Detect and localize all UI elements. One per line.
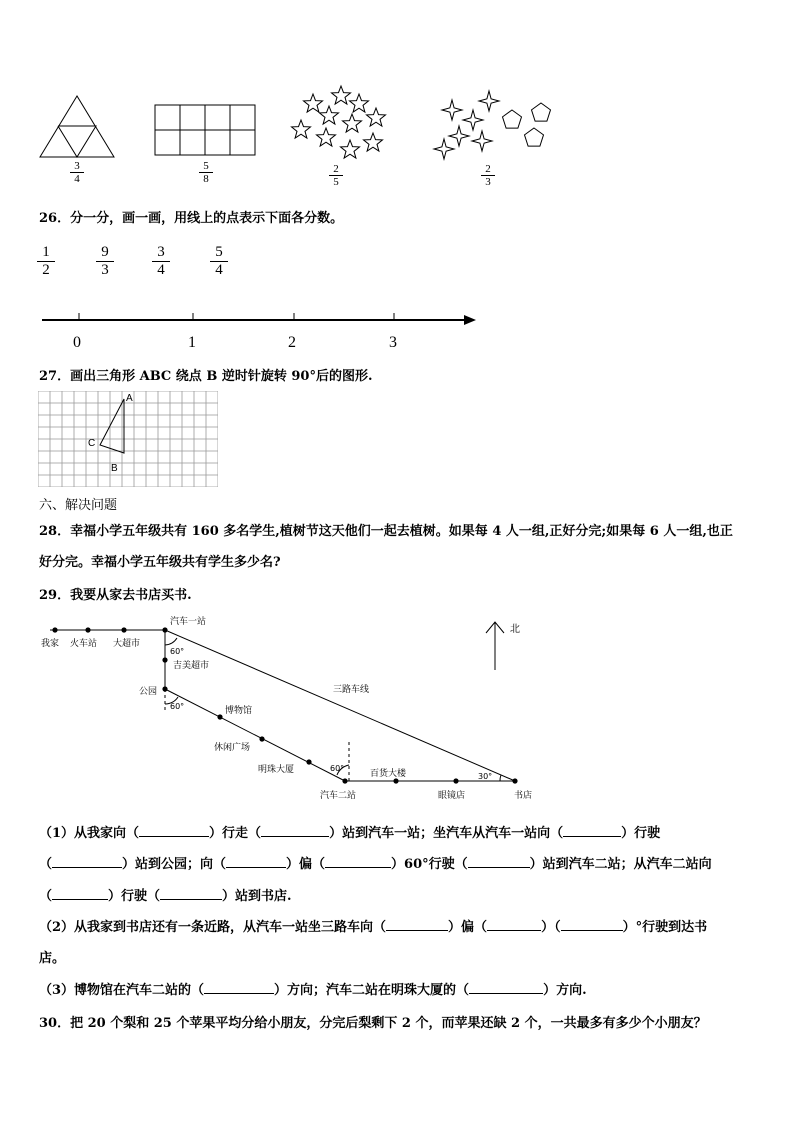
section-heading: 六、解决问题 — [39, 498, 118, 513]
fraction-figures — [0, 0, 794, 200]
label-optician: 眼镜店 — [438, 791, 466, 801]
q27-text: 27．画出三角形 ABC 绕点 B 逆时针旋转 90°后的图形. — [39, 369, 373, 384]
q29-text-segment: ）方向；汽车二站在明珠大厦的（ — [274, 983, 470, 998]
label-a: A — [126, 393, 133, 404]
answer-blank[interactable] — [487, 918, 541, 931]
answer-blank[interactable] — [386, 918, 448, 931]
label-route3: 三路车线 — [333, 685, 370, 695]
label-angle-60-mid: 60° — [170, 702, 185, 711]
q29-text-segment: ）站到公园；向（ — [122, 857, 227, 872]
label-pearl-tower: 明珠大厦 — [258, 765, 295, 775]
label-bus-stop-2: 汽车二站 — [320, 791, 357, 801]
answer-blank[interactable] — [563, 824, 621, 837]
fraction-denominator: 4 — [157, 262, 165, 278]
sparkles-pentagons-figure — [434, 91, 551, 159]
q29-part1-line3: （ ）行驶（ ）站到书店. — [39, 889, 292, 904]
label-department-store: 百货大楼 — [370, 769, 407, 779]
answer-blank[interactable] — [468, 855, 530, 868]
tick-label-3: 3 — [389, 334, 397, 351]
tick-label-2: 2 — [288, 334, 296, 351]
star-shape — [367, 108, 386, 126]
answer-blank[interactable] — [561, 918, 623, 931]
label-angle-30: 30° — [478, 772, 493, 781]
q29-text-segment: ）方向. — [543, 983, 587, 998]
map-stop-dot — [121, 627, 126, 632]
rotation-grid — [38, 391, 218, 487]
q29-part3 — [39, 979, 587, 998]
route-map — [0, 605, 794, 805]
q29-part1-line2: （ ）站到公园；向（ ）偏（ ）60°行驶（ ）站到汽车二站；从汽车二站向 — [39, 857, 712, 872]
answer-blank[interactable] — [52, 855, 122, 868]
fraction-numerator: 3 — [157, 244, 165, 260]
sparkle-shape — [434, 139, 454, 159]
q29-text-segment: （1）从我家向（ — [39, 826, 140, 841]
arrow-right-icon — [464, 315, 476, 325]
star-shape — [364, 133, 383, 151]
sparkle-shape — [479, 91, 499, 111]
label-supermarket: 大超市 — [113, 639, 141, 649]
sparkle-shape — [442, 100, 462, 120]
star-shape — [317, 128, 336, 146]
label-bus-stop-1: 汽车一站 — [170, 617, 207, 627]
mixed-fraction — [481, 163, 495, 188]
q29-text-segment: ）行驶 — [621, 826, 661, 841]
sparkle-shape — [472, 131, 492, 151]
star-shape — [320, 106, 339, 124]
pentagon-shape — [503, 110, 522, 128]
map-stop-dot — [85, 627, 90, 632]
label-b: B — [111, 463, 118, 474]
star-shape — [332, 86, 351, 104]
label-jimei: 吉美超市 — [173, 661, 210, 671]
answer-blank[interactable] — [261, 824, 329, 837]
q28-line2: 好分完。幸福小学五年级共有学生多少名? — [39, 555, 281, 570]
q29-text-segment: ）60°行驶（ — [391, 857, 468, 872]
map-stop-dot — [162, 657, 167, 662]
q29-part2-line1 — [39, 916, 707, 935]
answer-blank[interactable] — [160, 887, 222, 900]
label-north: 北 — [510, 624, 520, 635]
pentagon-shape — [532, 103, 551, 121]
star-shape — [350, 94, 369, 112]
fraction-denominator: 3 — [485, 176, 491, 188]
map-stop-dot — [453, 778, 458, 783]
fraction-denominator: 5 — [333, 176, 339, 188]
q29-text-segment: ）行驶（ — [108, 889, 161, 904]
star-shape — [341, 140, 360, 158]
q29-text-segment: ）偏（ — [286, 857, 326, 872]
label-bookstore: 书店 — [514, 791, 533, 801]
q26-fraction-3 — [152, 244, 170, 279]
fraction-numerator: 3 — [74, 160, 80, 172]
label-c: C — [88, 438, 96, 449]
map-stop-dot — [217, 714, 222, 719]
q29-part1-line1 — [39, 822, 660, 841]
star-shape — [343, 114, 362, 132]
tick-label-0: 0 — [73, 334, 81, 351]
map-stop-dot — [393, 778, 398, 783]
answer-blank[interactable] — [325, 855, 391, 868]
map-dots — [52, 627, 517, 783]
q29-text-segment: ）（ — [541, 920, 561, 935]
fraction-numerator: 5 — [203, 160, 209, 172]
map-stop-dot — [342, 778, 347, 783]
answer-blank[interactable] — [226, 855, 286, 868]
tick-label-1: 1 — [188, 334, 196, 351]
fraction-denominator: 4 — [215, 262, 223, 278]
q26-fraction-1 — [37, 244, 55, 279]
map-stop-dot — [52, 627, 57, 632]
fraction-numerator: 1 — [42, 244, 50, 260]
label-angle-60-bottom: 60° — [330, 764, 345, 773]
rectangle-grid-figure — [155, 105, 255, 155]
q29-text-segment: ）站到汽车二站；从汽车二站向 — [529, 857, 712, 872]
fraction-denominator: 2 — [42, 262, 50, 278]
pentagon-shape — [525, 128, 544, 146]
star-shape — [304, 94, 323, 112]
q29-text-segment: （2）从我家到书店还有一条近路，从汽车一站坐三路车向（ — [39, 920, 387, 935]
q29-text-segment: ）站到书店. — [222, 889, 292, 904]
triangle-abc — [100, 399, 124, 453]
q29-text-segment: ）°行驶到达书 — [622, 920, 708, 935]
answer-blank[interactable] — [139, 824, 209, 837]
stars-figure — [292, 86, 386, 158]
fraction-denominator: 8 — [203, 173, 209, 185]
star-shape — [292, 120, 311, 138]
q29-text: 29．我要从家去书店买书. — [39, 588, 192, 603]
sparkle-shape — [449, 126, 469, 146]
q30-text: 30．把 20 个梨和 25 个苹果平均分给小朋友，分完后梨剩下 2 个，而苹果还缺 2 个，一共最多有多少个小朋友？ — [39, 1016, 707, 1031]
stars-fraction — [329, 163, 343, 188]
q29-text-segment: ）偏（ — [448, 920, 488, 935]
label-train-station: 火车站 — [70, 639, 98, 649]
fraction-denominator: 4 — [74, 173, 80, 185]
q29-text-segment: ）行走（ — [209, 826, 262, 841]
label-leisure-square: 休闲广场 — [214, 743, 251, 753]
answer-blank[interactable] — [204, 981, 274, 994]
map-stop-dot — [306, 759, 311, 764]
q29-text-segment: ）站到汽车一站；坐汽车从汽车一站向（ — [329, 826, 564, 841]
answer-blank[interactable] — [469, 981, 543, 994]
fraction-numerator: 2 — [333, 163, 339, 175]
q29-part2-line2: 店。 — [39, 951, 66, 966]
q28-line1: 28．幸福小学五年级共有 160 多名学生,植树节这天他们一起去植树。如果每 4 人一组,正好分完;如果每 6 人一组,也正 — [39, 524, 733, 539]
q26-fraction-2 — [96, 244, 114, 279]
fraction-numerator: 2 — [485, 163, 491, 175]
q26-fraction-4 — [210, 244, 228, 279]
triangle-fraction — [70, 160, 84, 185]
fraction-denominator: 3 — [101, 262, 109, 278]
answer-blank[interactable] — [52, 887, 108, 900]
sparkle-shape — [463, 110, 483, 130]
number-line — [0, 300, 794, 360]
fraction-numerator: 9 — [101, 244, 109, 260]
label-angle-60-top: 60° — [170, 647, 185, 656]
label-museum: 博物馆 — [225, 706, 253, 716]
q26-text: 26．分一分，画一画，用线上的点表示下面各分数。 — [39, 211, 344, 226]
rectangle-fraction — [199, 160, 213, 185]
map-stop-dot — [162, 627, 167, 632]
fraction-numerator: 5 — [215, 244, 223, 260]
label-park: 公园 — [139, 687, 158, 697]
triangle-figure — [40, 96, 114, 157]
label-home: 我家 — [41, 639, 60, 649]
q29-text-segment: （3）博物馆在汽车二站的（ — [39, 983, 205, 998]
map-stop-dot — [512, 778, 517, 783]
map-stop-dot — [259, 736, 264, 741]
map-stop-dot — [162, 686, 167, 691]
